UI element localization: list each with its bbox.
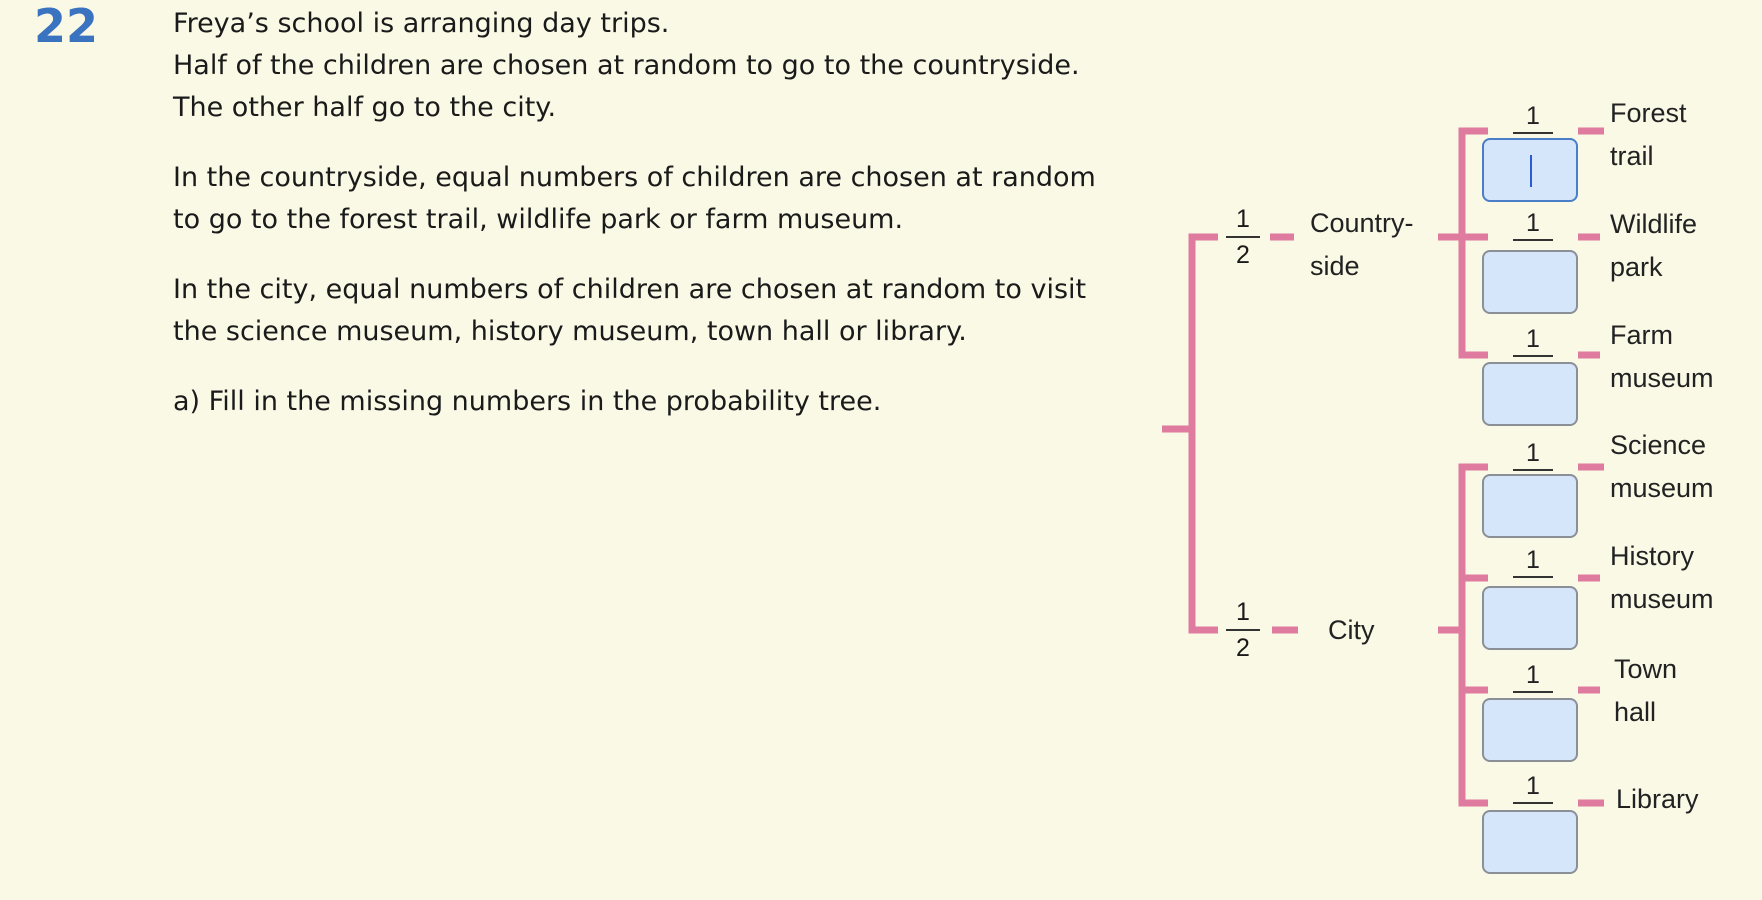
- forest-trail-numerator: 1: [1503, 101, 1563, 134]
- science-museum-denominator-input[interactable]: [1482, 474, 1578, 538]
- science-museum-numerator: 1: [1503, 438, 1563, 471]
- fraction-denominator: 2: [1236, 634, 1250, 662]
- town-hall-numerator: 1: [1503, 660, 1563, 693]
- wildlife-park-label: Wildlife park: [1610, 209, 1698, 282]
- history-museum-label: History museum: [1610, 541, 1714, 614]
- history-museum-denominator-input[interactable]: [1482, 586, 1578, 650]
- countryside-label: [1310, 202, 1414, 288]
- fraction-numerator: 1: [1236, 598, 1250, 626]
- library-numerator: 1: [1503, 771, 1563, 804]
- town-hall-denominator-input[interactable]: [1482, 698, 1578, 762]
- label-line: side: [1310, 251, 1360, 281]
- wildlife-park-denominator-input[interactable]: [1482, 250, 1578, 314]
- question-text-line: to go to the forest trail, wildlife park or farm museum.: [173, 204, 904, 235]
- city-label: City: [1328, 615, 1375, 645]
- question-text-line: The other half go to the city.: [173, 92, 557, 123]
- part-a-instruction: a) Fill in the missing numbers in the probability tree.: [173, 386, 882, 417]
- fraction-denominator: 2: [1236, 241, 1250, 269]
- science-museum-label: Science museum: [1610, 430, 1714, 503]
- question-text-line: In the countryside, equal numbers of children are chosen at random: [173, 162, 1096, 193]
- library-label: Library: [1616, 784, 1699, 814]
- library-denominator-input[interactable]: [1482, 810, 1578, 874]
- fraction-bar: [1226, 629, 1260, 631]
- question-number: 22: [34, 0, 99, 53]
- forest-trail-denominator-input[interactable]: [1482, 138, 1578, 202]
- forest-trail-label: Forest trail: [1610, 98, 1687, 171]
- farm-museum-label: Farm museum: [1610, 320, 1714, 393]
- town-hall-label: Town hall: [1614, 654, 1678, 727]
- question-text-line: the science museum, history museum, town hall or library.: [173, 316, 967, 347]
- fraction-numerator: 1: [1236, 205, 1250, 233]
- question-text-line: In the city, equal numbers of children are chosen at random to visit: [173, 274, 1087, 305]
- farm-museum-denominator-input[interactable]: [1482, 362, 1578, 426]
- question-text-line: Freya’s school is arranging day trips.: [173, 8, 670, 39]
- text-cursor: [1530, 155, 1532, 187]
- farm-museum-numerator: 1: [1503, 324, 1563, 357]
- fraction-bar: [1226, 236, 1260, 238]
- label-line: Country-: [1310, 208, 1414, 238]
- wildlife-park-numerator: 1: [1503, 208, 1563, 241]
- history-museum-numerator: 1: [1503, 545, 1563, 578]
- question-text-line: Half of the children are chosen at random to go to the countryside.: [173, 50, 1080, 81]
- city-probability: [1218, 597, 1268, 663]
- countryside-probability: [1218, 204, 1268, 270]
